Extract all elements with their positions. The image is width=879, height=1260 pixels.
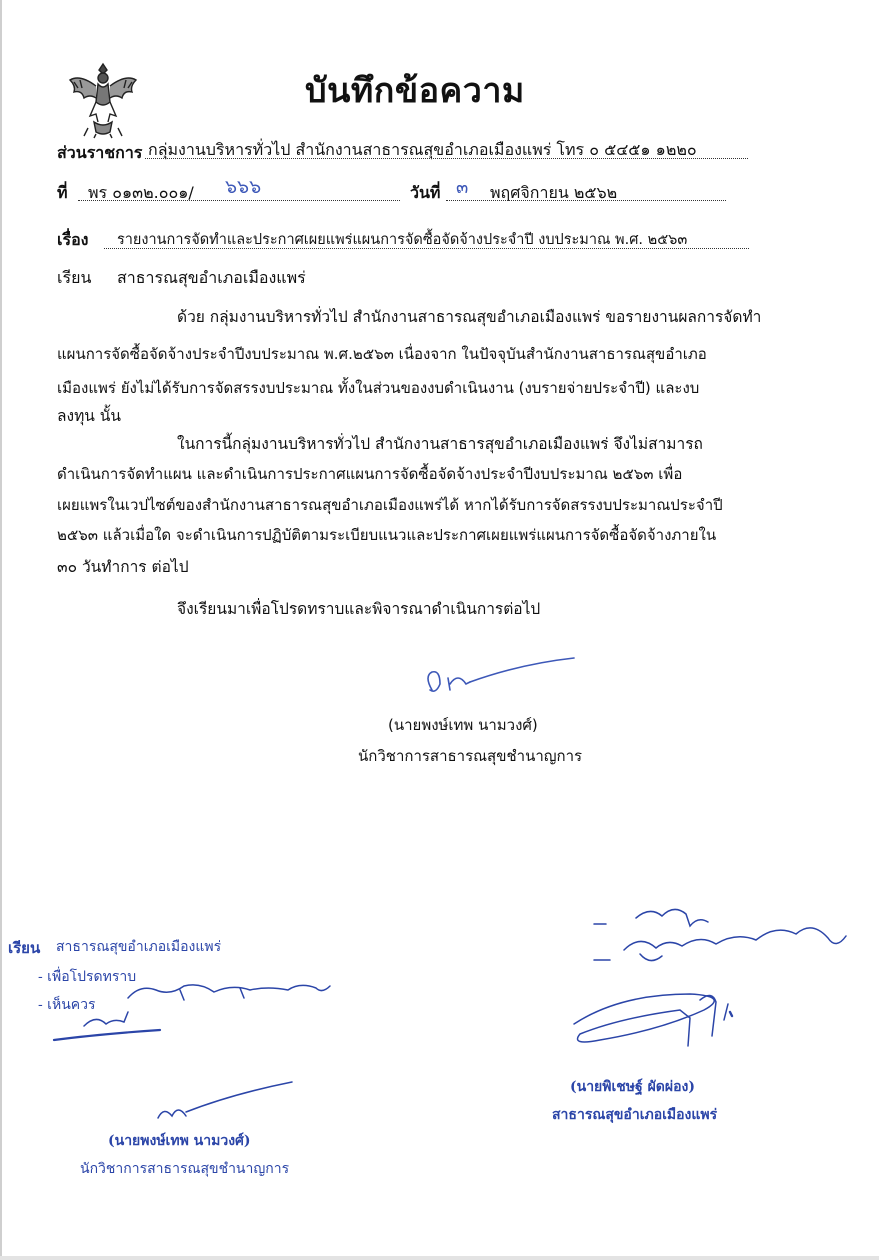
- paragraph-2-line-5: ๓๐ วันทำการ ต่อไป: [57, 558, 189, 576]
- agency-value: กลุ่มงานบริหารทั่วไป สำนักงานสาธารณสุขอำเภอเมืองแพร่ โทร ๐ ๕๔๕๑ ๑๒๒๐: [148, 140, 697, 159]
- paragraph-2-line-3: เผยแพรในเวปไซต์ของสำนักงานสาธารณสุขอำเภอเมืองแพร่ได้ หากได้รับการจัดสรรงบประมาณประจำปี: [57, 496, 723, 514]
- ref-label: ที่: [57, 183, 68, 202]
- stamp-left-item-2: - เห็นควร: [38, 997, 96, 1013]
- paragraph-1-line-3: เมืองแพร่ ยังไม่ได้รับการจัดสรรงบประมาณ ทั้งในส่วนของงบดำเนินงาน (งบรายจ่ายประจำปี) และงบ: [57, 379, 700, 397]
- paragraph-2-line-4: ๒๕๖๓ แล้วเมื่อใด จะดำเนินการปฏิบัติตามระเบียบแนวและประกาศเผยแพร่แผนการจัดซื้อจัดจ้างภายใน: [57, 526, 717, 544]
- stamp-left-to-value: สาธารณสุขอำเภอเมืองแพร่: [56, 939, 222, 955]
- ref-value: พร ๐๑๓๒.๐๐๑/: [88, 183, 194, 202]
- ref-handwritten-number: ๖๖๖: [225, 176, 262, 198]
- closing-line: จึงเรียนมาเพื่อโปรดทราบและพิจารณาดำเนินการต่อไป: [177, 600, 541, 618]
- date-day-handwritten: ๓: [456, 177, 469, 198]
- memo-title: บันทึกข้อความ: [305, 71, 525, 111]
- date-label: วันที่: [410, 183, 441, 202]
- stamp-right-name: (นายพิเชษฐ์ ผัดผ่อง): [570, 1079, 695, 1095]
- stamp-left-position: นักวิชาการสาธารณสุขชำนาญการ: [80, 1161, 290, 1177]
- agency-label: ส่วนราชการ: [57, 143, 143, 162]
- paragraph-1-line-4: ลงทุน นั้น: [57, 407, 121, 425]
- paragraph-1-line-1: ด้วย กลุ่มงานบริหารทั่วไป สำนักงานสาธารณสุขอำเภอเมืองแพร่ ขอรายงานผลการจัดทำ: [177, 308, 762, 326]
- signatory-name: (นายพงษ์เทพ นามวงศ์): [388, 716, 538, 734]
- subject-value: รายงานการจัดทำและประกาศเผยแพร่แผนการจัดซื้อจัดจ้างประจำปี งบประมาณ พ.ศ. ๒๕๖๓: [117, 232, 688, 248]
- stamp-left-to-label: เรียน: [8, 939, 41, 957]
- paragraph-2-line-1: ในการนี้กลุ่มงานบริหารทั่วไป สำนักงานสาธารสุขอำเภอเมืองแพร่ จึงไม่สามารถ: [177, 435, 703, 453]
- to-value: สาธารณสุขอำเภอเมืองแพร่: [117, 268, 306, 287]
- signatory-position: นักวิชาการสาธารณสุขชำนาญการ: [358, 747, 583, 765]
- stamp-right-position: สาธารณสุขอำเภอเมืองแพร่: [552, 1107, 718, 1123]
- to-label: เรียน: [57, 268, 92, 287]
- stamp-left-item-1: - เพื่อโปรดทราบ: [38, 969, 137, 985]
- paragraph-2-line-2: ดำเนินการจัดทำแผน และดำเนินการประกาศแผนการจัดซื้อจัดจ้างประจำปีงบประมาณ ๒๕๖๓ เพื่อ: [57, 465, 683, 483]
- paragraph-1-line-2: แผนการจัดซื้อจัดจ้างประจำปีงบประมาณ พ.ศ.๒๕๖๓ เนื่องจาก ในปัจจุบันสำนักงานสาธารณสุขอำเภอ: [57, 345, 707, 363]
- date-value: พฤศจิกายน ๒๕๖๒: [490, 183, 618, 202]
- subject-label: เรื่อง: [57, 230, 89, 249]
- stamp-left-name: (นายพงษ์เทพ นามวงศ์): [108, 1133, 251, 1149]
